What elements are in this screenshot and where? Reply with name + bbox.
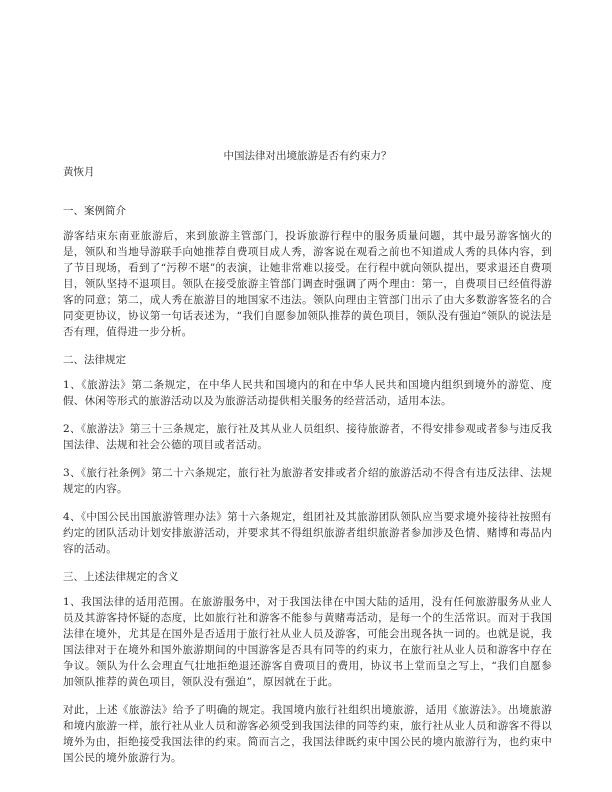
author-name: 黄恢月 <box>63 166 95 178</box>
section-case-intro <box>63 203 552 340</box>
section-heading-case-intro: 一、案例简介 <box>63 205 126 217</box>
paragraph-law-item-1: 1、《旅游法》第二条规定，在中华人民共和国境内的和在中华人民共和国境内组织到境外的游览、度假、休闲等形式的旅游活动以及为旅游活动提供相关服务的经营活动，适用本法。 <box>63 379 552 407</box>
paragraph-meaning-1: 1、我国法律的适用范围。在旅游服务中，对于我国法律在中国大陆的适用，没有任何旅游服务从业人员及其游客持怀疑的态度，比如旅行社和游客不能参与黄赌毒活动，是每一个的生活常识。而对于我国法律在境外，尤其是在国外是否适用于旅行社从业人员及游客，可能会出现各执一词的。也就是说，我国法律对于在境外和国外旅游期间的中国游客是否具有同等的约束力，在旅行社从业人员和游客中存在争议。领队为什么会理直气壮地拒绝退还游客自费项目的费用，协议书上堂而皇之写上，“我们自愿参加领队推荐的黄色项目，领队没有强迫”，原因就在于此。 <box>63 596 552 688</box>
section-meaning-of-provisions <box>63 569 552 766</box>
section-heading-meaning: 三、上述法律规定的含义 <box>63 571 179 583</box>
document-body <box>63 148 552 778</box>
paragraph-case-intro: 游客结束东南亚旅游后，来到旅游主管部门，投诉旅游行程中的服务质量问题，其中最另游客恼火的是，领队和当地导游联手向她推荐自费项目成人秀，游客说在观看之前也不知道成人秀的具体内容，到了节目现场，看到了“污秽不堪”的表演，让她非常难以接受。在行程中就向领队提出，要求退还自费项目，领队坚持不退项目。领队在接受旅游主管部门调查时强调了两个理由：第一，自费项目已经值得游客的同意；第二，成人秀在旅游目的地国家不违法。领队向理由主管部门出示了由大多数游客签名的合同变更协议，协议第一句话表述为，“我们自愿参加领队推荐的黄色项目，领队没有强迫”领队的说法是否有理，值得进一步分析。 <box>63 230 552 338</box>
paragraph-law-item-3: 3、《旅行社条例》第二十六条规定，旅行社为旅游者安排或者介绍的旅游活动不得含有违反法律、法规规定的内容。 <box>63 467 552 495</box>
paragraph-meaning-2: 对此，上述《旅游法》给予了明确的规定。我国境内旅行社组织出境旅游，适用《旅游法》。出境旅游和境内旅游一样，旅行社从业人员和游客必须受到我国法律的同等约束，旅行社从业人员和游客不得以境外为由，拒绝接受我国法律的约束。简而言之，我国法律既约束中国公民的境内旅游行为，也约束中国公民的境外旅游行为。 <box>63 704 552 764</box>
document-title: 中国法律对出境旅游是否有约束力？ <box>223 150 392 162</box>
section-heading-legal-provisions: 二、法律规定 <box>63 354 126 366</box>
section-legal-provisions <box>63 352 552 557</box>
paragraph-law-item-2: 2、《旅游法》第三十三条规定，旅行社及其从业人员组织、接待旅游者，不得安排参观或者参与违反我国法律、法规和社会公德的项目或者活动。 <box>63 423 552 451</box>
paragraph-law-item-4: 4、《中国公民出国旅游管理办法》第十六条规定，组团社及其旅游团队领队应当要求境外接待社按照有约定的团队活动计划安排旅游活动，并要求其不得组织旅游者组织旅游者参加涉及色情、赌博和毒品内容的活动。 <box>63 511 552 555</box>
